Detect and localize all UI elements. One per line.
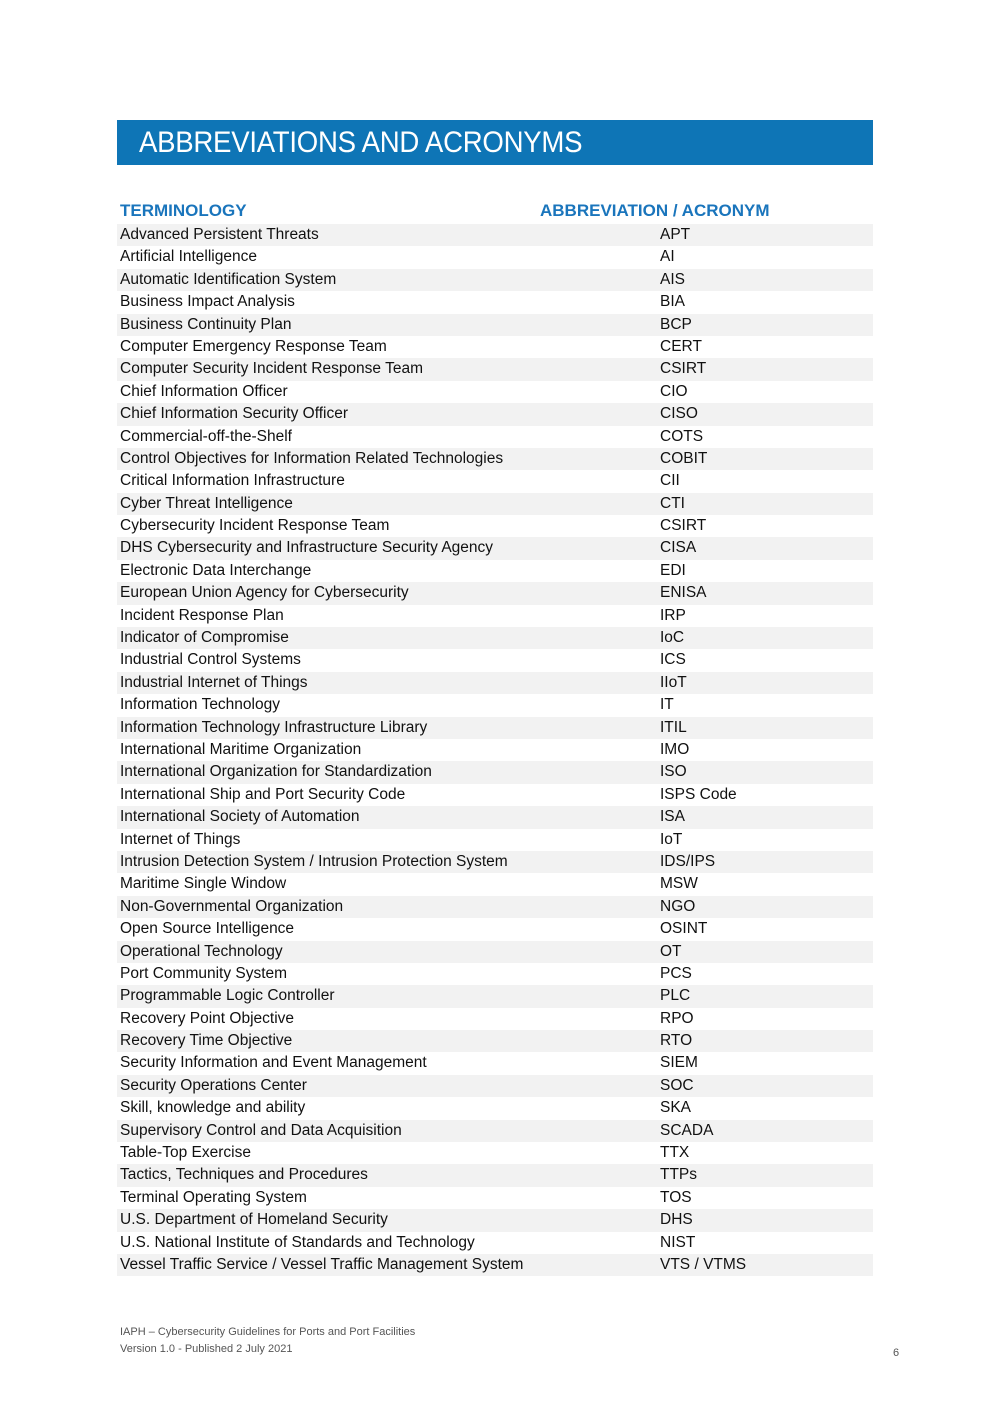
- abbreviation-cell: BCP: [660, 315, 692, 333]
- table-row: [117, 873, 873, 895]
- term-cell: Commercial-off-the-Shelf: [120, 427, 292, 445]
- abbreviation-cell: IoT: [660, 830, 683, 848]
- table-row: [117, 1008, 873, 1030]
- abbreviation-cell: ISA: [660, 808, 685, 826]
- term-cell: Non-Governmental Organization: [120, 897, 344, 915]
- term-cell: Internet of Things: [120, 830, 241, 848]
- abbreviation-cell: IoC: [660, 629, 685, 647]
- term-cell: U.S. Department of Homeland Security: [120, 1211, 388, 1229]
- table-row: [117, 269, 873, 291]
- abbreviation-cell: NGO: [660, 897, 696, 915]
- abbreviation-cell: CISA: [660, 539, 697, 557]
- table-row: [117, 537, 873, 559]
- abbreviation-cell: ICS: [660, 651, 686, 669]
- table-row: [117, 851, 873, 873]
- abbreviation-cell: VTS / VTMS: [660, 1255, 747, 1273]
- abbreviation-cell: IRP: [660, 606, 686, 624]
- abbreviation-cell: CSIRT: [660, 517, 707, 535]
- abbreviation-cell: ISO: [660, 763, 687, 781]
- term-cell: Control Objectives for Information Related Technologies: [120, 449, 504, 467]
- term-cell: International Maritime Organization: [120, 740, 362, 758]
- term-cell: Recovery Time Objective: [120, 1032, 293, 1050]
- term-cell: Table-Top Exercise: [120, 1144, 251, 1162]
- abbreviation-cell: TTPs: [660, 1166, 698, 1184]
- abbreviation-cell: OT: [660, 942, 682, 960]
- abbreviation-cell: CSIRT: [660, 360, 707, 378]
- term-cell: Skill, knowledge and ability: [120, 1099, 306, 1117]
- table-row: [117, 426, 873, 448]
- column-header-abbreviation: ABBREVIATION / ACRONYM: [540, 201, 770, 220]
- page-number: 6: [893, 1347, 900, 1359]
- abbreviation-cell: MSW: [660, 875, 698, 893]
- table-row: [117, 918, 873, 940]
- term-cell: Information Technology: [120, 696, 280, 714]
- table-row: [117, 448, 873, 470]
- term-cell: Intrusion Detection System / Intrusion Protection System: [120, 852, 508, 870]
- table-row: [117, 1030, 873, 1052]
- table-row: [117, 470, 873, 492]
- abbreviation-cell: IMO: [660, 740, 690, 758]
- abbreviation-cell: NIST: [660, 1233, 696, 1251]
- abbreviation-cell: COTS: [660, 427, 704, 445]
- table-row: [117, 784, 873, 806]
- page-title: ABBREVIATIONS AND ACRONYMS: [139, 126, 583, 159]
- abbreviation-cell: RPO: [660, 1009, 694, 1027]
- table-row: [117, 985, 873, 1007]
- abbreviation-cell: APT: [660, 226, 691, 243]
- term-cell: Programmable Logic Controller: [120, 987, 335, 1005]
- term-cell: Business Continuity Plan: [120, 315, 292, 333]
- table-row: [117, 515, 873, 537]
- abbreviation-cell: DHS: [660, 1211, 693, 1229]
- footer-version: Version 1.0 - Published 2 July 2021: [120, 1343, 293, 1355]
- abbreviation-cell: COBIT: [660, 449, 708, 467]
- abbreviation-cell: PCS: [660, 964, 692, 982]
- term-cell: U.S. National Institute of Standards and Technology: [120, 1233, 475, 1251]
- table-row: [117, 627, 873, 649]
- abbreviation-cell: OSINT: [660, 920, 708, 938]
- table-row: [117, 672, 873, 694]
- term-cell: Incident Response Plan: [120, 606, 284, 624]
- table-row: [117, 560, 873, 582]
- table-row: [117, 806, 873, 828]
- table-row: [117, 649, 873, 671]
- table-row: [117, 1120, 873, 1142]
- term-cell: Vessel Traffic Service / Vessel Traffic Management System: [120, 1255, 524, 1273]
- abbreviation-cell: IDS/IPS: [660, 852, 716, 870]
- term-cell: Critical Information Infrastructure: [120, 472, 345, 490]
- term-cell: Operational Technology: [120, 942, 283, 960]
- term-cell: International Ship and Port Security Code: [120, 785, 406, 803]
- footer-document-title: IAPH – Cybersecurity Guidelines for Ports and Port Facilities: [120, 1326, 416, 1338]
- table-row: [117, 493, 873, 515]
- table-row: [117, 694, 873, 716]
- table-row: [117, 896, 873, 918]
- table-row: [117, 761, 873, 783]
- term-cell: Advanced Persistent Threats: [120, 226, 319, 243]
- table-row: [117, 224, 873, 246]
- column-header-terminology: TERMINOLOGY: [120, 201, 247, 220]
- abbreviation-cell: TTX: [660, 1144, 690, 1162]
- table-row: [117, 246, 873, 268]
- term-cell: Electronic Data Interchange: [120, 561, 312, 579]
- term-cell: European Union Agency for Cybersecurity: [120, 584, 409, 602]
- abbreviation-cell: ISPS Code: [660, 785, 737, 803]
- table-row: [117, 605, 873, 627]
- abbreviation-cell: RTO: [660, 1032, 693, 1050]
- term-cell: International Society of Automation: [120, 808, 360, 826]
- term-cell: Security Operations Center: [120, 1076, 307, 1094]
- abbreviation-cell: CII: [660, 472, 680, 490]
- abbreviation-cell: SOC: [660, 1076, 694, 1094]
- abbreviation-cell: EDI: [660, 561, 686, 579]
- abbreviation-cell: ITIL: [660, 718, 687, 736]
- term-cell: Maritime Single Window: [120, 875, 287, 893]
- abbreviation-cell: SCADA: [660, 1121, 714, 1139]
- term-cell: Recovery Point Objective: [120, 1009, 295, 1027]
- table-row: [117, 358, 873, 380]
- abbreviation-cell: TOS: [660, 1188, 692, 1206]
- table-row: [117, 963, 873, 985]
- table-row: [117, 314, 873, 336]
- table-row: [117, 829, 873, 851]
- table-row: [117, 582, 873, 604]
- table-row: [117, 1209, 873, 1231]
- table-row: [117, 336, 873, 358]
- table-row: [117, 1097, 873, 1119]
- term-cell: Security Information and Event Management: [120, 1054, 427, 1072]
- table-row: [117, 381, 873, 403]
- term-cell: Computer Emergency Response Team: [120, 337, 387, 355]
- abbreviation-cell: AIS: [660, 270, 685, 288]
- table-row: [117, 1254, 873, 1276]
- abbreviation-cell: ENISA: [660, 584, 707, 602]
- abbreviation-cell: SIEM: [660, 1054, 698, 1072]
- term-cell: International Organization for Standardization: [120, 763, 432, 781]
- term-cell: Chief Information Officer: [120, 382, 288, 400]
- term-cell: Business Impact Analysis: [120, 293, 295, 311]
- term-cell: Information Technology Infrastructure Library: [120, 718, 428, 736]
- term-cell: Tactics, Techniques and Procedures: [120, 1166, 368, 1184]
- abbreviation-cell: CISO: [660, 405, 698, 423]
- table-row: [117, 1142, 873, 1164]
- table-header: [117, 200, 873, 224]
- abbreviation-cell: PLC: [660, 987, 691, 1005]
- table-row: [117, 1052, 873, 1074]
- term-cell: Artificial Intelligence: [120, 248, 257, 266]
- term-cell: Port Community System: [120, 964, 288, 982]
- abbreviation-cell: CTI: [660, 494, 685, 512]
- abbreviation-cell: IIoT: [660, 673, 687, 691]
- table-row: [117, 1164, 873, 1186]
- abbreviation-cell: CERT: [660, 337, 702, 355]
- term-cell: Cybersecurity Incident Response Team: [120, 517, 390, 535]
- term-cell: DHS Cybersecurity and Infrastructure Security Agency: [120, 539, 494, 557]
- term-cell: Indicator of Compromise: [120, 629, 289, 647]
- abbreviation-cell: AI: [660, 248, 675, 266]
- term-cell: Computer Security Incident Response Team: [120, 360, 423, 378]
- term-cell: Open Source Intelligence: [120, 920, 295, 938]
- term-cell: Cyber Threat Intelligence: [120, 494, 293, 512]
- term-cell: Industrial Control Systems: [120, 651, 301, 669]
- term-cell: Automatic Identification System: [120, 270, 337, 288]
- table-row: [117, 1232, 873, 1254]
- abbreviation-cell: SKA: [660, 1099, 692, 1117]
- table-row: [117, 717, 873, 739]
- abbreviation-cell: CIO: [660, 382, 688, 400]
- abbreviation-cell: BIA: [660, 293, 685, 311]
- term-cell: Supervisory Control and Data Acquisition: [120, 1121, 402, 1139]
- table-row: [117, 739, 873, 761]
- table-row: [117, 291, 873, 313]
- term-cell: Chief Information Security Officer: [120, 405, 348, 423]
- table-row: [117, 403, 873, 425]
- table-row: [117, 1187, 873, 1209]
- term-cell: Terminal Operating System: [120, 1188, 307, 1206]
- term-cell: Industrial Internet of Things: [120, 673, 308, 691]
- table-row: [117, 941, 873, 963]
- section-title-banner: [117, 120, 873, 165]
- abbreviation-cell: IT: [660, 696, 674, 714]
- table-row: [117, 1075, 873, 1097]
- abbreviations-table: [117, 224, 873, 1276]
